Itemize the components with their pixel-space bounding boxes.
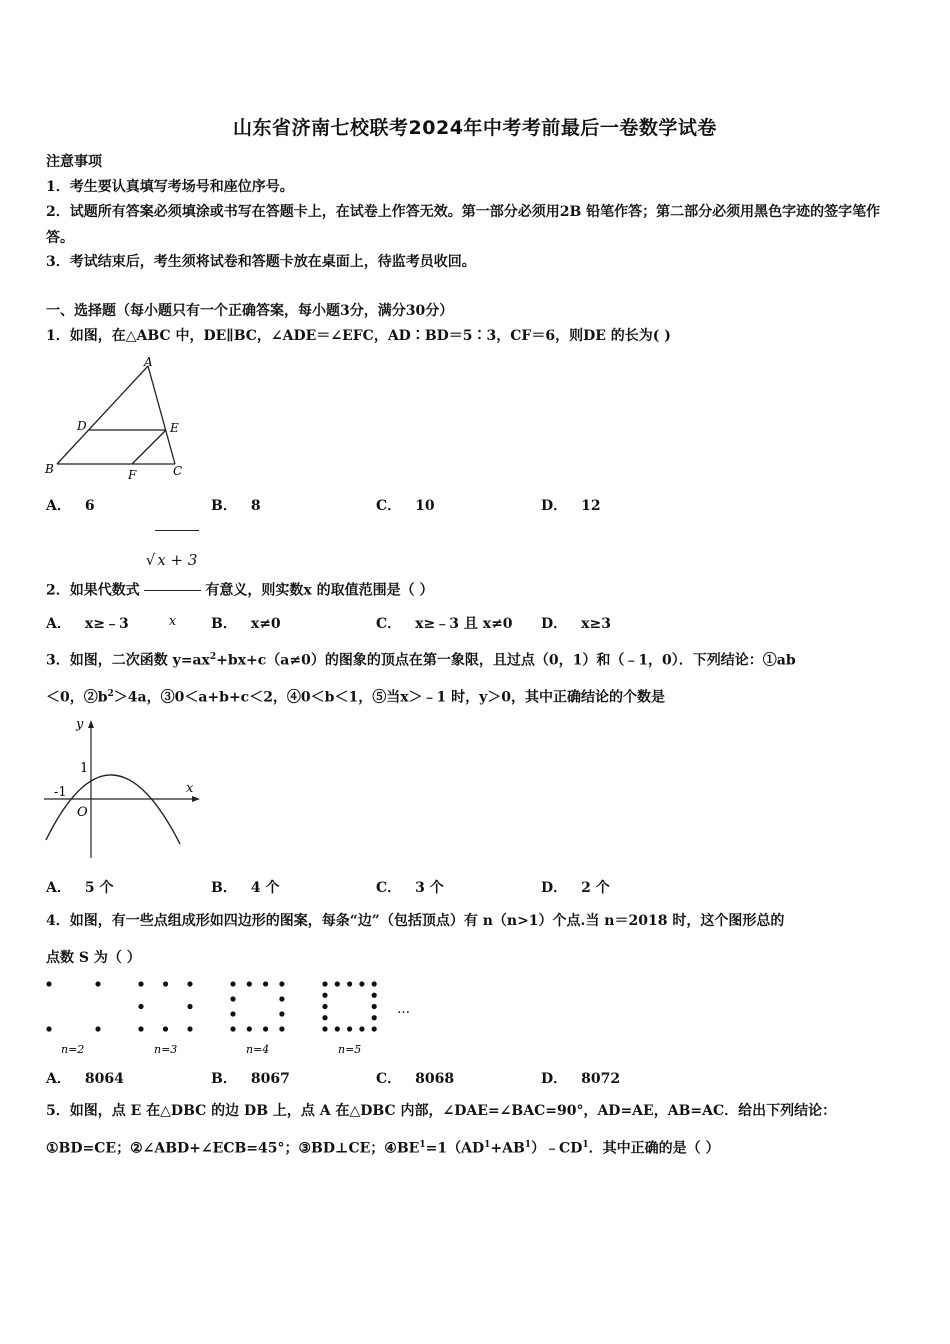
pattern-dot bbox=[230, 1026, 235, 1031]
label-e: E bbox=[170, 421, 179, 435]
pattern-dot bbox=[138, 1026, 143, 1031]
dot-patterns bbox=[40, 975, 420, 1060]
page-title: 山东省济南七校联考2024年中考考前最后一卷数学试卷 bbox=[233, 117, 717, 139]
q1-option-d[interactable]: D． 12 bbox=[541, 498, 601, 514]
pattern-label-n3: n=3 bbox=[154, 1043, 178, 1056]
question-2: 2．如果代数式 $\frac{√ x + 3}{x}$ 有意义，则实数x 的取值范围是（ ） bbox=[46, 530, 434, 651]
origin-label: O bbox=[77, 805, 88, 820]
pattern-dot bbox=[247, 981, 252, 986]
pattern-dot bbox=[372, 981, 377, 986]
triangle-figure bbox=[42, 354, 197, 484]
pattern-dot bbox=[163, 1026, 168, 1031]
pattern-dot bbox=[372, 1026, 377, 1031]
pattern-dot bbox=[322, 993, 327, 998]
question-4-line-2: 点数 S 为（ ） bbox=[46, 950, 141, 966]
q2-option-a[interactable]: A． x≥﹣3 bbox=[46, 616, 129, 632]
parabola-graph bbox=[40, 712, 205, 864]
pattern-dot bbox=[372, 993, 377, 998]
pattern-dot bbox=[187, 981, 192, 986]
notice-item-3: 3．考试结束后，考生须将试卷和答题卡放在桌面上，待监考员收回。 bbox=[46, 254, 476, 270]
pattern-dot bbox=[187, 1026, 192, 1031]
pattern-dot bbox=[322, 1015, 327, 1020]
pattern-dot bbox=[335, 1026, 340, 1031]
pattern-dot bbox=[279, 996, 284, 1001]
q4-option-c[interactable]: C． 8068 bbox=[376, 1071, 455, 1087]
pattern-dot bbox=[359, 981, 364, 986]
q3-option-c[interactable]: C． 3 个 bbox=[376, 880, 444, 896]
label-c: C bbox=[173, 464, 183, 478]
pattern-dot bbox=[322, 1004, 327, 1009]
q1-option-c[interactable]: C． 10 bbox=[376, 498, 435, 514]
question-4-line-1: 4．如图，有一些点组成形如四边形的图案，每条“边”（包括顶点）有 n（n>1）个点.当 n＝2018 时，这个图形总的 bbox=[46, 913, 785, 929]
notice-heading: 注意事项 bbox=[46, 154, 102, 170]
dot-pattern-n3 bbox=[138, 981, 192, 1031]
label-a: A bbox=[144, 355, 153, 369]
fraction: $\frac{√ x + 3}{x}$ bbox=[144, 530, 202, 651]
q3-option-b[interactable]: B． 4 个 bbox=[211, 880, 280, 896]
question-3-line-1: 3．如图，二次函数 $y=ax^2+bx+c(a\ne 0)$的图象的顶点在第一象限，且过点（0，1）和（﹣1，0）．下列结论：①ab bbox=[46, 652, 796, 669]
q2-option-b[interactable]: B． x≠0 bbox=[211, 616, 281, 632]
pattern-dot bbox=[95, 981, 100, 986]
dot-pattern-n5 bbox=[322, 981, 376, 1031]
question-5-line-1: 5．如图，点 E 在△DBC 的边 DB 上，点 A 在△DBC 内部，∠DAE=∠BAC=90°，AD=AE，AB=AC．给出下列结论： bbox=[46, 1103, 837, 1119]
pattern-dot bbox=[138, 981, 143, 986]
axis-y-label: y bbox=[76, 717, 84, 732]
notice-item-1: 1．考生要认真填写考场号和座位序号。 bbox=[46, 179, 294, 195]
pattern-dot bbox=[322, 981, 327, 986]
pattern-dot bbox=[230, 1011, 235, 1016]
label-f: F bbox=[128, 468, 137, 482]
tick-one: 1 bbox=[80, 761, 89, 776]
section-heading: 一、选择题（每小题只有一个正确答案，每小题3分，满分30分） bbox=[46, 303, 454, 319]
q1-option-a[interactable]: A． 6 bbox=[46, 498, 95, 514]
pattern-dot bbox=[372, 1004, 377, 1009]
pattern-dot bbox=[322, 1026, 327, 1031]
pattern-dot bbox=[138, 1004, 143, 1009]
pattern-dot bbox=[95, 1026, 100, 1031]
q3-option-d[interactable]: D． 2 个 bbox=[541, 880, 610, 896]
pattern-label-n5: n=5 bbox=[338, 1043, 362, 1056]
q4-option-b[interactable]: B． 8067 bbox=[211, 1071, 290, 1087]
dot-pattern-n4 bbox=[230, 981, 284, 1031]
label-b: B bbox=[45, 462, 54, 476]
pattern-dot bbox=[359, 1026, 364, 1031]
pattern-dot bbox=[335, 981, 340, 986]
pattern-dot bbox=[372, 1015, 377, 1020]
pattern-dot bbox=[230, 981, 235, 986]
pattern-dot bbox=[347, 981, 352, 986]
pattern-ellipsis: … bbox=[397, 1002, 410, 1017]
pattern-dot bbox=[279, 1026, 284, 1031]
notice-item-2: 2．试题所有答案必须填涂或书写在答题卡上，在试卷上作答无效。第一部分必须用2B 铅笔作答；第二部分必须用黑色字迹的签字笔作答。 bbox=[46, 204, 881, 246]
pattern-label-n4: n=4 bbox=[246, 1043, 270, 1056]
dot-pattern-n2 bbox=[46, 981, 100, 1031]
pattern-dot bbox=[263, 1026, 268, 1031]
pattern-dot bbox=[247, 1026, 252, 1031]
question-3-line-2: ＜0，$②b^2>4a$，③0＜a+b+c＜2，④0＜b＜1，⑤当x＞﹣1 时，y＞0，其中正确结论的个数是 bbox=[46, 689, 666, 706]
q3-option-a[interactable]: A． 5 个 bbox=[46, 880, 114, 896]
pattern-dot bbox=[46, 981, 51, 986]
pattern-dot bbox=[230, 996, 235, 1001]
q4-option-a[interactable]: A． 8064 bbox=[46, 1071, 124, 1087]
q1-option-b[interactable]: B． 8 bbox=[211, 498, 261, 514]
axis-x-label: x bbox=[186, 781, 194, 796]
question-1-text: 1．如图，在△ABC 中，DE∥BC，∠ADE＝∠EFC，AD∶BD＝5∶3，CF＝6，则DE 的长为( ) bbox=[46, 328, 671, 344]
pattern-dot bbox=[347, 1026, 352, 1031]
pattern-dot bbox=[263, 981, 268, 986]
pattern-dot bbox=[187, 1004, 192, 1009]
q2-option-c[interactable]: C． x≥﹣3 且 x≠0 bbox=[376, 616, 513, 632]
pattern-dot bbox=[163, 981, 168, 986]
label-d: D bbox=[77, 419, 87, 433]
q2-option-d[interactable]: D． x≥3 bbox=[541, 616, 611, 632]
question-5-line-2: ①BD=CE；②∠ABD+∠ECB=45°；③BD⊥CE；$④BE^1=1(AD^1+AB^1)﹣CD^1$．其中正确的是（ ） bbox=[46, 1140, 720, 1157]
pattern-dot bbox=[46, 1026, 51, 1031]
pattern-label-n2: n=2 bbox=[61, 1043, 85, 1056]
pattern-dot bbox=[279, 1011, 284, 1016]
tick-minus-one: -1 bbox=[54, 785, 67, 800]
q4-option-d[interactable]: D． 8072 bbox=[541, 1071, 621, 1087]
pattern-dot bbox=[279, 981, 284, 986]
